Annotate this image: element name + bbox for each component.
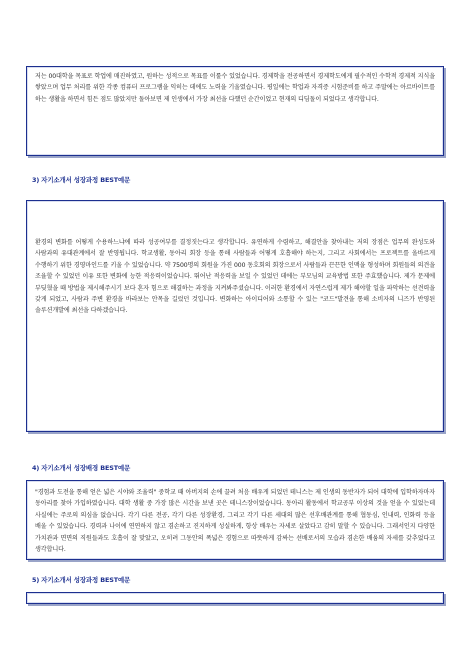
section-heading-5: 5) 자기소개서 성장과정 BEST예문 [32, 576, 131, 584]
essay-box-5 [26, 592, 444, 604]
essay-paragraph: "경험과 도전을 통해 얻은 넓은 시야와 조율력" 중학교 때 아버지의 손에 끌려 처음 배우게 되었던 테니스는 제 인생의 동반자가 되어 대학에 입학하자마자 동아리를 찾아 가입하였습니다. 대학 생활 중 가장 많은 시간을 보낸 곳은 테니스장이었습니다. 동아리 활동에서 학교공부 이상의 것을 얻을 수 있었는데 사실에는 주로의 의심을 없습니다. 각기 다른 전공, 각기 다른 성장환경, 그리고 각기 다른 세대의 많은 선후배관계를 통해 협동심, 인내력, 인화력 등을 배울 수 있었습니다. 경력과 나이에 연연하지 않고 겸손하고 진지하게 성실하게, 항상 배우는 자세로 살았다고 감히 말할 수 있습니다. 그래서인지 다양한 가치관과 면면의 직원들과도 호흡이 잘 맞았고, 오히려 그동안의 폭넓은 경험으로 따뜻하게 감싸는 선배로서의 모습과 겸손한 배움의 자세를 갖추었다고 생각합니다. [35, 489, 435, 554]
section-heading-4: 4) 자기소개서 성장배경 BEST예문 [32, 464, 131, 472]
essay-box-intro [26, 66, 444, 156]
section-heading-3: 3) 자기소개서 성장과정 BEST예문 [32, 176, 131, 184]
essay-paragraph: 저는 00대학을 목표로 학업에 매진하였고, 원하는 성적으로 목표를 이룰수 있었습니다. 경제학을 전공하면서 경제학도에게 필수적인 수학적 경제적 지식을 쌓았으며 업무 처리를 위한 각종 컴퓨터 프로그램을 익히는 데에도 노력을 기울였습니다. 평일에는 학업과 자격증 시험준비를 하고 주말에는 아르바이트를 하는 생활을 하면서 힘든 점도 많았지만 돌아보면 제 인생에서 가장 최선을 다했던 순간이었고 현재의 디딤돌이 되었다고 생각합니다. [35, 73, 435, 103]
essay-paragraph: 환경의 변화를 어떻게 수용하느냐에 따라 성공여부를 결정짓는다고 생각합니다. 유연하게 수렴하고, 해결안을 찾아내는 저의 장점은 업무의 완성도와 사람과의 유대관계에서 잘 반영됩니다. 학교생활, 동아리 회장 등을 통해 사람들과 어떻게 호흡해야 하는지, 그리고 사회에서는 프로젝트를 올바르게 수행하기 위한 경영마인드를 키울 수 있었습니다. 약 7500명의 회원을 가진 000 동호회의 회장으로서 사람들과 끈끈한 인맥을 형성하며 회원들의 의견을 조율할 수 있었던 이유 또한 변화에 능한 적응력이었습니다. 뛰어난 적응력을 보일 수 있었던 데에는 부모님의 교육방법 또한 주효했습니다. 제가 문제에 부딪혔을 때 방법을 제시해주시기 보다 혼자 힘으로 해결하는 과정을 지켜봐주셨습니다. 이러한 환경에서 자연스럽게 제가 해야할 일을 파악하는 선견력을 갖게 되었고, 사람과 주변 환경을 바라보는 안목을 길렀던 것입니다. 변화하는 아이디어와 소통할 수 있는 "코드"발견을 통해 소비자의 니즈가 반영된 솔루션개발에 최선을 다하겠습니다. [35, 239, 435, 315]
essay-box-3 [26, 200, 444, 432]
essay-box-4 [26, 480, 444, 560]
